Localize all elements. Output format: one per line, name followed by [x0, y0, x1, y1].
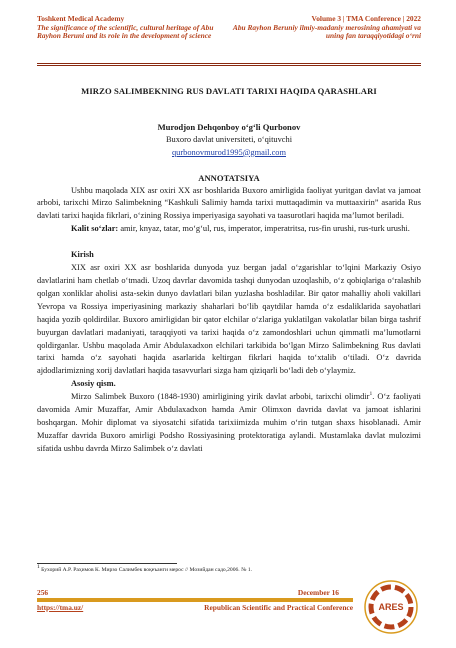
keywords-text: amir, knyaz, tatar, mo‘g‘ul, rus, imperator, imperatritsa, rus-fin urushi, rus-turk urushi.	[120, 224, 410, 234]
author-affiliation: Buxoro davlat universiteti, o‘qituvchi	[165, 134, 293, 144]
abstract-text: Ushbu maqolada XIX asr oxiri XX asr boshlarida Buxoro amirligida faoliyat yuritgan davlat va jamoat arbobi, tarixchi Mirzo Salimbekning “Kashkuli Salimiy hamda tarixi muttaqadimin va muttaaxirin” asarida Rus davlati tarixi haqida fikrlari, o‘zining Rossiya imperiyasiga sayohati va taasurotlari haqida ma’lumot beriladi.	[37, 185, 421, 221]
journal-url-link[interactable]: https://tma.uz/	[37, 603, 84, 612]
footer-bar	[37, 598, 353, 602]
header-right	[221, 15, 421, 41]
article-body	[37, 78, 421, 456]
main-heading: Asosiy qism.	[71, 379, 116, 389]
abstract-heading: ANNOTATSIYA	[198, 172, 260, 183]
intro-text: XIX asr oxiri XX asr boshlarida dunyoda yuz bergan jadal o‘zgarishlar to‘lqini Markaziy Osiyo davlatlarini ham chetlab o‘tmadi. Uzoq davrlar davomida tashqi dunyodan uzoqlashib, o‘z qobiqlariga o‘ralashib qolgan xonliklar aholisi asta-sekin dunyo davlatlari bilan yuzlasha boshladilar. Bir qator mahalliy aholi vakillari Yevropa va Rossiya imperiyasining markaziy shaharlari bo‘lib qaytdilar hamda o‘z esdaliklarida sayohatlari haqida yozib qoldirdilar. Buxoro amirligidan bir qator elchilar o‘zlariga yuklatilgan vakolatlar bilan birga tashrif buyurgan davlatlari madaniyati, taraqqiyoti va tarixi haqida o‘z zamondoshlari uchun qimmatli ma’lumotlarni qoldirganlar. Ushbu maqolada Amir Abdulaxadxon elchilari tarkibida bo‘lgan Mirzo Salimbekning Rus davlati tarixi hamda o‘z sayohati haqida asarlarida keltirgan fikrlari haqida to‘xtalib o‘tiladi. O‘z davrida ajdodlarimizning xorij davlatlari haqida tasavvurlari sizga ham qiziqarli bo‘ladi deb o‘ylaymiz.	[37, 263, 421, 376]
main-text	[37, 391, 421, 456]
author-email-link[interactable]: qurbonovmurod1995@gmail.com	[171, 147, 286, 157]
main-text-rest: . O‘z faoliyati davomida Amir Muzaffar, Amir Abdulaxadxon hamda Amir Olimxon davrida davlat va jamoat ishlarini boshqargan. Mohir diplomat va siyosatchi sifatida tarixiimizda muhim o‘rin tutgan shaxs hisoblanadi. Amir Muzaffar davrida Buxoro amirligi Podsho Rossiyasining protektoratiga aylandi. Mustamlaka davlat mulozimi sifatida ushbu davrda Mirzo Salimbek o‘z davlati	[37, 392, 421, 453]
header-right-subtitle: Abu Rayhon Beruniy ilmiy-madaniy merosining ahamiyati va uning fan taraqqiyotidagi o‘rni	[232, 22, 421, 41]
page-footer	[37, 576, 353, 616]
author-name: Murodjon Dehqonboy o‘g‘li Qurbonov	[157, 121, 301, 132]
header-divider	[37, 63, 421, 66]
intro-heading: Kirish	[71, 250, 94, 260]
footnote-reference[interactable]: 1	[369, 391, 373, 398]
conference-date: December 16	[297, 588, 339, 597]
conference-name: Republican Scientific and Practical Conference	[204, 603, 353, 612]
ares-logo	[362, 579, 420, 635]
header-right-title: Volume 3 | TMA Conference | 2022	[311, 14, 421, 23]
article-title: MIRZO SALIMBEKNING RUS DAVLATI TARIXI HAQIDA QARASHLARI	[81, 86, 377, 96]
footnote-number: 1	[37, 564, 40, 571]
keywords-paragraph	[37, 223, 421, 236]
page-number: 256	[37, 588, 49, 597]
footnote	[37, 564, 367, 574]
main-text-start: Mirzo Salimbek Buxoro (1848-1930) amirligining yirik davlat arbobi, tarixchi olimdir	[71, 392, 370, 402]
logo-text: ARES	[378, 602, 404, 612]
header-left-subtitle: The significance of the scientific, cultural heritage of Abu Rayhon Beruni and its role in the development of science	[37, 22, 214, 41]
keywords-label: Kalit so‘zlar:	[71, 224, 119, 234]
header-left-title: Toshkent Medical Academy	[37, 14, 125, 23]
header-left	[37, 15, 237, 41]
page-header	[37, 15, 421, 65]
footnote-text: Бухорий А.Р. Раҳимов К. Мирзо Салимбек воқеъанги мерос // Мозийдан садо,2006. № 1.	[41, 567, 253, 573]
footnote-divider	[37, 563, 177, 564]
